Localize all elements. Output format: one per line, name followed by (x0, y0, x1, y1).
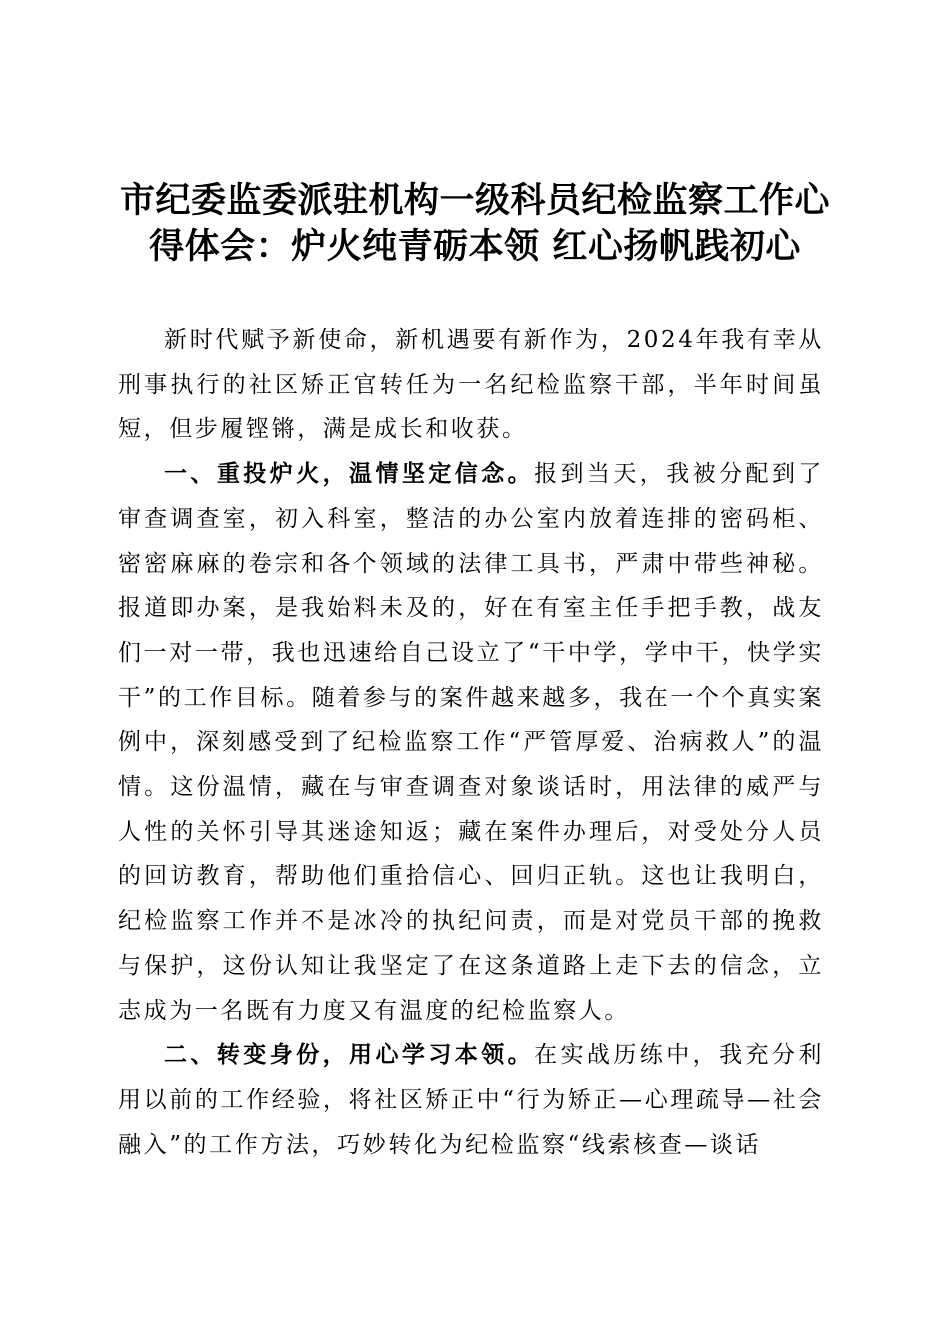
paragraph-section-1 (118, 452, 824, 1033)
document-body (118, 318, 824, 1167)
section-2-text: 在实战历练中，我充分利用以前的工作经验，将社区矫正中“行为矫正—心理疏导—社会融入”的工作方法，巧妙转化为纪检监察“线索核查—谈话 (118, 1042, 824, 1158)
paragraph-section-2 (118, 1033, 824, 1167)
section-2-heading: 二、转变身份，用心学习本领。 (164, 1042, 535, 1069)
paragraph-intro (118, 318, 824, 452)
title-line-2: 得体会：炉火纯青砺本领 红心扬帆践初心 (149, 227, 801, 267)
document-title (100, 178, 850, 270)
section-1-text: 报到当天，我被分配到了审查调查室，初入科室，整洁的办公室内放着连排的密码柜、密密麻麻的卷宗和各个领域的法律工具书，严肃中带些神秘。报道即办案，是我始料未及的，好在有室主任手把手教，战友们一对一带，我也迅速给自己设立了“干中学，学中干，快学实干”的工作目标。随着参与的案件越来越多，我在一个个真实案例中，深刻感受到了纪检监察工作“严管厚爱、治病救人”的温情。这份温情，藏在与审查调查对象谈话时，用法律的威严与人性的关怀引导其迷途知返；藏在案件办理后，对受处分人员的回访教育，帮助他们重拾信心、回归正轨。这也让我明白，纪检监察工作并不是冰冷的执纪问责，而是对党员干部的挽救与保护，这份认知让我坚定了在这条道路上走下去的信念，立志成为一名既有力度又有温度的纪检监察人。 (118, 461, 824, 1024)
paragraph-intro-text: 新时代赋予新使命，新机遇要有新作为，2024年我有幸从刑事执行的社区矫正官转任为一名纪检监察干部，半年时间虽短，但步履铿锵，满是成长和收获。 (118, 327, 824, 443)
section-1-heading: 一、重投炉火，温情坚定信念。 (164, 461, 535, 488)
title-line-1: 市纪委监委派驻机构一级科员纪检监察工作心 (119, 181, 830, 221)
